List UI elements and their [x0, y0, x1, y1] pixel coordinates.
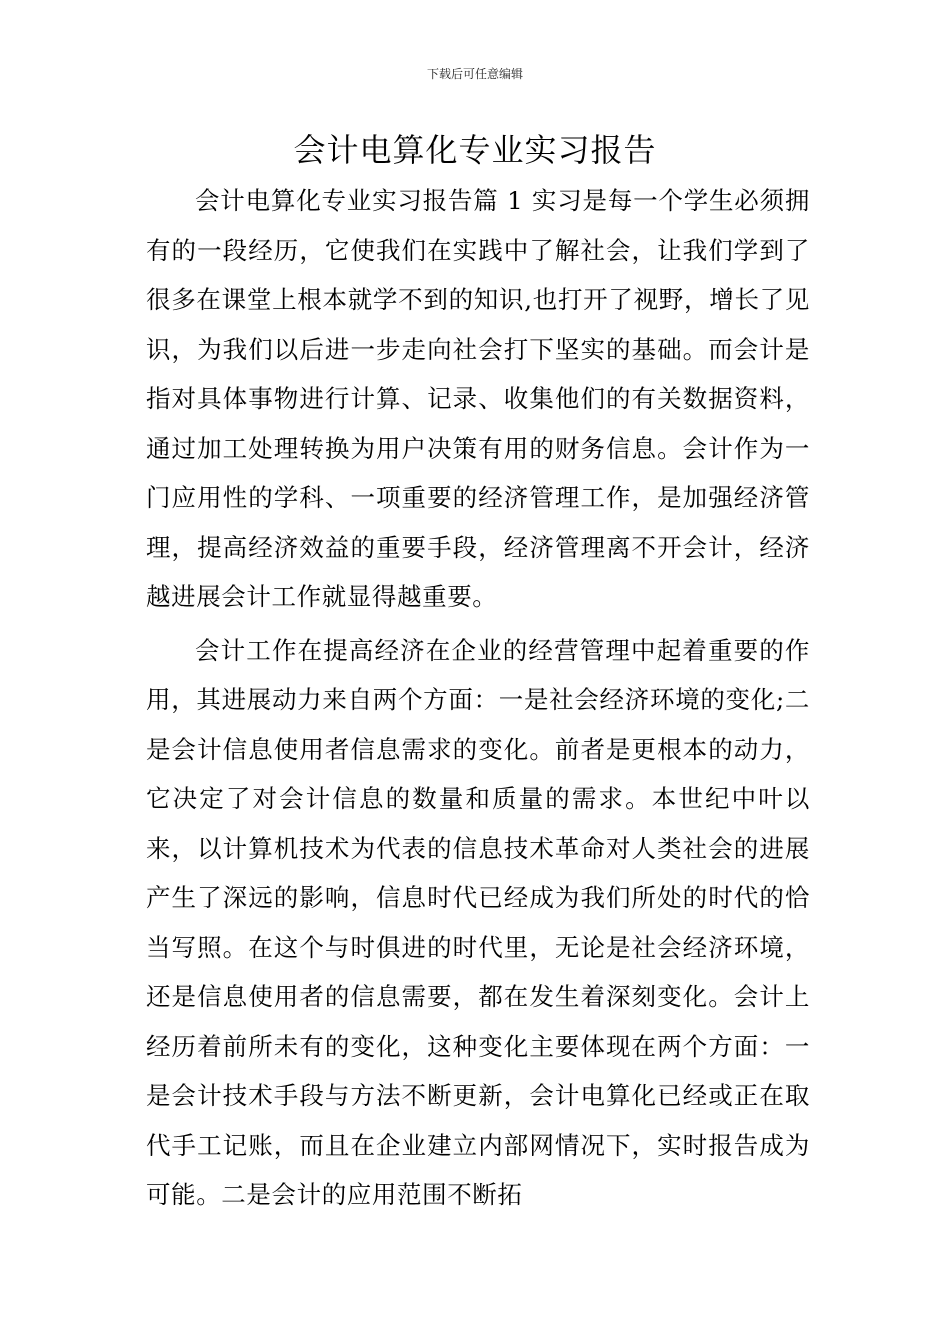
header-note: 下载后可任意编辑: [426, 67, 523, 81]
document-title: 会计电算化专业实习报告: [293, 131, 657, 169]
document-body: [146, 176, 810, 1224]
paragraph-2: 会计工作在提高经济在企业的经营管理中起着重要的作用，其进展动力来自两个方面：一是社会经济环境的变化;二是会计信息使用者信息需求的变化。前者是更根本的动力，它决定了对会计信息的数量和质量的需求。本世纪中叶以来，以计算机技术为代表的信息技术革命对人类社会的进展产生了深远的影响，信息时代已经成为我们所处的时代的恰当写照。在这个与时俱进的时代里，无论是社会经济环境，还是信息使用者的信息需要，都在发生着深刻变化。会计上经历着前所未有的变化，这种变化主要体现在两个方面：一是会计技术手段与方法不断更新，会计电算化已经或正在取代手工记账，而且在企业建立内部网情况下，实时报告成为可能。二是会计的应用范围不断拓: [146, 635, 810, 1209]
paragraph-1: 会计电算化专业实习报告篇 1 实习是每一个学生必须拥有的一段经历，它使我们在实践中了解社会，让我们学到了很多在课堂上根本就学不到的知识,也打开了视野，增长了见识，为我们以后进一步走向社会打下坚实的基础。而会计是指对具体事物进行计算、记录、收集他们的有关数据资料，通过加工处理转换为用户决策有用的财务信息。会计作为一门应用性的学科、一项重要的经济管理工作，是加强经济管理，提高经济效益的重要手段，经济管理离不开会计，经济越进展会计工作就显得越重要。: [146, 186, 810, 611]
